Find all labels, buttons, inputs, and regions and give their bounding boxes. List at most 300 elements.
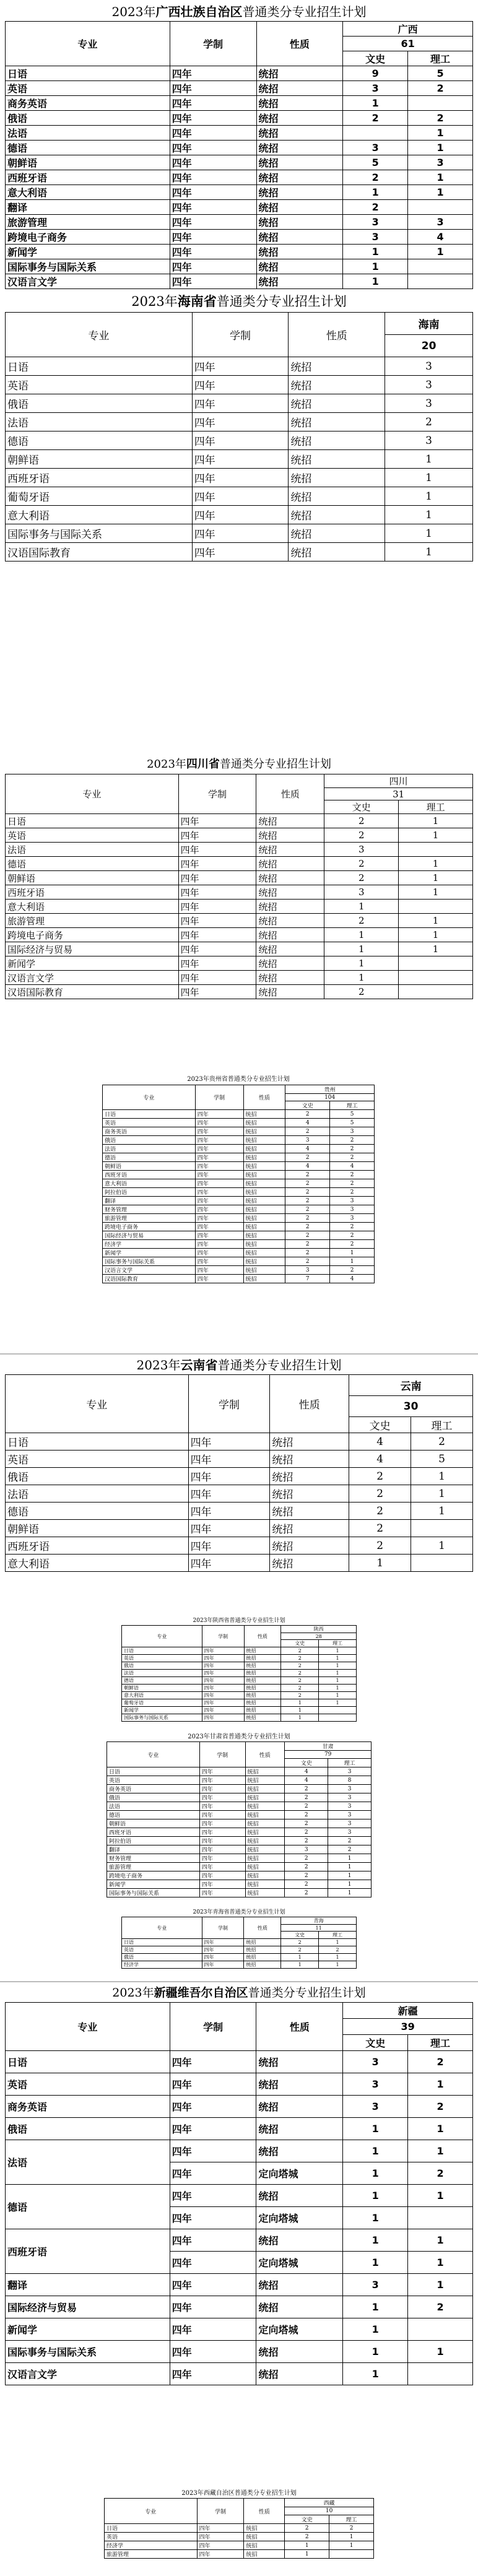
science-quota-cell: 1 bbox=[408, 2140, 473, 2162]
duration-cell: 四年 bbox=[170, 2252, 256, 2274]
header-science: 理工 bbox=[411, 1417, 473, 1433]
table-row bbox=[107, 1802, 372, 1811]
liberal-arts-quota-cell: 3 bbox=[343, 2051, 408, 2073]
nature-cell: 统招 bbox=[243, 1249, 285, 1257]
liberal-arts-quota-cell: 4 bbox=[285, 1162, 330, 1171]
science-quota-cell: 3 bbox=[328, 1811, 372, 1819]
xinjiang-table bbox=[5, 2002, 473, 2385]
liberal-arts-quota-cell: 3 bbox=[343, 2073, 408, 2096]
science-quota-cell: 5 bbox=[408, 66, 473, 81]
nature-cell: 统招 bbox=[244, 1647, 281, 1655]
science-quota-cell: 1 bbox=[411, 1485, 473, 1503]
duration-cell: 四年 bbox=[188, 1451, 270, 1468]
duration-cell: 四年 bbox=[199, 1785, 245, 1793]
liberal-arts-quota-cell: 2 bbox=[281, 1685, 319, 1692]
duration-cell: 四年 bbox=[195, 1136, 243, 1145]
header-region: 甘肃 bbox=[285, 1742, 372, 1751]
liberal-arts-quota-cell: 2 bbox=[285, 1889, 328, 1897]
science-quota-cell bbox=[408, 2318, 473, 2341]
duration-cell: 四年 bbox=[202, 1692, 244, 1699]
nature-cell: 统招 bbox=[245, 1828, 285, 1837]
duration-cell: 四年 bbox=[202, 1714, 244, 1722]
major-cell: 汉语国际教育 bbox=[103, 1275, 196, 1283]
table-row bbox=[6, 259, 473, 274]
science-quota-cell: 1 bbox=[330, 1249, 375, 1257]
header-duration: 学制 bbox=[199, 1742, 245, 1767]
nature-cell: 统招 bbox=[256, 111, 343, 126]
duration-cell: 四年 bbox=[195, 1171, 243, 1179]
liberal-arts-quota-cell: 1 bbox=[343, 2162, 408, 2185]
duration-cell: 四年 bbox=[199, 1776, 245, 1785]
duration-cell: 四年 bbox=[199, 1880, 245, 1889]
duration-cell: 四年 bbox=[170, 2341, 256, 2363]
table-row bbox=[6, 1468, 473, 1485]
table-row bbox=[6, 155, 473, 170]
major-cell: 法语 bbox=[6, 843, 179, 857]
duration-cell: 四年 bbox=[188, 1520, 270, 1537]
major-cell: 意大利语 bbox=[6, 1555, 189, 1572]
science-quota-cell: 3 bbox=[328, 1793, 372, 1802]
nature-cell: 统招 bbox=[243, 1240, 285, 1249]
duration-cell: 四年 bbox=[202, 1707, 244, 1714]
header-region: 青海 bbox=[281, 1917, 357, 1925]
nature-cell: 统招 bbox=[244, 1946, 281, 1954]
major-cell: 日语 bbox=[122, 1939, 202, 1946]
major-cell: 俄语 bbox=[103, 1136, 196, 1145]
nature-cell: 统招 bbox=[243, 1197, 285, 1205]
major-cell: 跨境电子商务 bbox=[103, 1223, 196, 1231]
major-cell: 新闻学 bbox=[6, 2318, 170, 2341]
major-cell: 英语 bbox=[105, 2533, 198, 2541]
header-total: 20 bbox=[385, 335, 473, 357]
table-row bbox=[122, 1946, 357, 1954]
major-cell: 朝鲜语 bbox=[6, 155, 170, 170]
header-science: 理工 bbox=[408, 51, 473, 66]
major-cell: 法语 bbox=[6, 2140, 170, 2185]
duration-cell: 四年 bbox=[178, 971, 256, 985]
nature-cell: 统招 bbox=[244, 1655, 281, 1662]
nature-cell: 统招 bbox=[256, 2140, 343, 2162]
liberal-arts-quota-cell: 2 bbox=[349, 1468, 411, 1485]
nature-cell: 统招 bbox=[256, 2073, 343, 2096]
header-liberal-arts: 文史 bbox=[349, 1417, 411, 1433]
major-cell: 翻译 bbox=[103, 1197, 196, 1205]
liberal-arts-quota-cell: 9 bbox=[343, 66, 408, 81]
duration-cell: 四年 bbox=[188, 1537, 270, 1555]
header-science: 理工 bbox=[328, 1759, 372, 1767]
nature-cell: 统招 bbox=[256, 200, 343, 215]
science-quota-cell: 1 bbox=[408, 2118, 473, 2140]
duration-cell: 四年 bbox=[188, 1485, 270, 1503]
table-row bbox=[6, 843, 473, 857]
nature-cell: 统招 bbox=[244, 1662, 281, 1670]
science-quota-cell bbox=[408, 274, 473, 289]
major-cell: 英语 bbox=[122, 1655, 202, 1662]
major-cell: 国际经济与贸易 bbox=[103, 1231, 196, 1240]
nature-cell: 统招 bbox=[289, 413, 385, 432]
nature-cell: 统招 bbox=[243, 1275, 285, 1283]
table-row bbox=[105, 2533, 374, 2541]
header-liberal-arts: 文史 bbox=[281, 1640, 319, 1647]
guangxi-title: 2023年广西壮族自治区普通类分专业招生计划 bbox=[111, 4, 367, 19]
liberal-arts-quota-cell: 1 bbox=[285, 2541, 329, 2550]
quota-cell: 1 bbox=[385, 450, 473, 469]
table-row bbox=[103, 1231, 375, 1240]
nature-cell: 统招 bbox=[256, 2363, 343, 2385]
liberal-arts-quota-cell: 2 bbox=[324, 814, 399, 828]
duration-cell: 四年 bbox=[170, 200, 256, 215]
quota-cell: 3 bbox=[385, 357, 473, 376]
header-region: 云南 bbox=[349, 1375, 473, 1396]
duration-cell: 四年 bbox=[202, 1662, 244, 1670]
liberal-arts-quota-cell: 2 bbox=[281, 1946, 319, 1954]
major-cell: 法语 bbox=[6, 1485, 189, 1503]
liberal-arts-quota-cell: 2 bbox=[285, 1179, 330, 1188]
science-quota-cell: 1 bbox=[319, 1954, 357, 1961]
science-quota-cell bbox=[399, 985, 473, 999]
table-row bbox=[103, 1275, 375, 1283]
liberal-arts-quota-cell: 1 bbox=[349, 1555, 411, 1572]
table-row bbox=[6, 413, 473, 432]
quota-cell: 1 bbox=[385, 487, 473, 506]
major-cell: 日语 bbox=[122, 1647, 202, 1655]
liberal-arts-quota-cell: 1 bbox=[343, 2296, 408, 2318]
liberal-arts-quota-cell: 1 bbox=[343, 2318, 408, 2341]
science-quota-cell: 2 bbox=[330, 1179, 375, 1188]
science-quota-cell: 2 bbox=[330, 1171, 375, 1179]
duration-cell: 四年 bbox=[199, 1819, 245, 1828]
science-quota-cell: 1 bbox=[399, 942, 473, 956]
science-quota-cell: 1 bbox=[330, 1257, 375, 1266]
major-cell: 德语 bbox=[107, 1811, 200, 1819]
liberal-arts-quota-cell: 4 bbox=[285, 1145, 330, 1153]
major-cell: 英语 bbox=[6, 828, 179, 843]
quota-cell: 3 bbox=[385, 394, 473, 413]
liberal-arts-quota-cell: 3 bbox=[285, 1266, 330, 1275]
liberal-arts-quota-cell: 2 bbox=[343, 170, 408, 185]
science-quota-cell: 3 bbox=[330, 1127, 375, 1136]
hainan-section bbox=[5, 291, 473, 562]
table-row bbox=[103, 1266, 375, 1275]
table-row bbox=[122, 1685, 357, 1692]
science-quota-cell: 2 bbox=[408, 2296, 473, 2318]
header-total: 31 bbox=[324, 788, 473, 800]
table-row bbox=[103, 1119, 375, 1127]
major-cell: 日语 bbox=[6, 814, 179, 828]
duration-cell: 四年 bbox=[195, 1205, 243, 1214]
table-row bbox=[6, 2274, 473, 2296]
table-row bbox=[107, 1863, 372, 1871]
liberal-arts-quota-cell: 2 bbox=[285, 1110, 330, 1119]
science-quota-cell: 2 bbox=[329, 2524, 374, 2533]
duration-cell: 四年 bbox=[195, 1127, 243, 1136]
science-quota-cell: 2 bbox=[408, 2096, 473, 2118]
header-science: 理工 bbox=[399, 800, 473, 814]
liberal-arts-quota-cell bbox=[343, 126, 408, 141]
major-cell: 法语 bbox=[107, 1802, 200, 1811]
duration-cell: 四年 bbox=[178, 857, 256, 871]
science-quota-cell: 1 bbox=[408, 2073, 473, 2096]
liberal-arts-quota-cell: 3 bbox=[343, 230, 408, 245]
table-row bbox=[6, 2185, 473, 2207]
nature-cell: 统招 bbox=[256, 914, 324, 928]
liberal-arts-quota-cell: 4 bbox=[285, 1776, 328, 1785]
table-row bbox=[122, 1699, 357, 1707]
liberal-arts-quota-cell: 2 bbox=[285, 1811, 328, 1819]
header-liberal-arts: 文史 bbox=[285, 2515, 329, 2524]
duration-cell: 四年 bbox=[170, 259, 256, 274]
major-cell: 旅游管理 bbox=[6, 215, 170, 230]
nature-cell: 统招 bbox=[256, 2341, 343, 2363]
table-row bbox=[6, 200, 473, 215]
liberal-arts-quota-cell: 1 bbox=[343, 2363, 408, 2385]
major-cell: 朝鲜语 bbox=[6, 450, 193, 469]
table-row bbox=[6, 1503, 473, 1520]
major-cell: 国际事务与国际关系 bbox=[122, 1714, 202, 1722]
header-major: 专业 bbox=[122, 1626, 202, 1647]
header-nature: 性质 bbox=[256, 22, 343, 66]
nature-cell: 统招 bbox=[243, 1266, 285, 1275]
table-row bbox=[103, 1214, 375, 1223]
liberal-arts-quota-cell: 1 bbox=[285, 2550, 329, 2559]
liberal-arts-quota-cell: 2 bbox=[285, 1793, 328, 1802]
duration-cell: 四年 bbox=[192, 543, 289, 562]
duration-cell: 四年 bbox=[195, 1214, 243, 1223]
duration-cell: 四年 bbox=[192, 450, 289, 469]
table-row bbox=[103, 1249, 375, 1257]
duration-cell: 四年 bbox=[195, 1275, 243, 1283]
major-cell: 跨境电子商务 bbox=[6, 230, 170, 245]
table-row bbox=[6, 900, 473, 914]
nature-cell: 统招 bbox=[243, 1171, 285, 1179]
divider bbox=[0, 1353, 478, 1355]
duration-cell: 四年 bbox=[170, 2229, 256, 2252]
science-quota-cell: 2 bbox=[330, 1153, 375, 1162]
duration-cell: 四年 bbox=[170, 2185, 256, 2207]
duration-cell: 四年 bbox=[178, 828, 256, 843]
major-cell: 德语 bbox=[6, 2185, 170, 2229]
duration-cell: 四年 bbox=[199, 1767, 245, 1776]
science-quota-cell: 2 bbox=[330, 1266, 375, 1275]
major-cell: 日语 bbox=[6, 1433, 189, 1451]
xizang-table bbox=[104, 2498, 374, 2559]
nature-cell: 统招 bbox=[245, 1889, 285, 1897]
science-quota-cell: 2 bbox=[330, 1240, 375, 1249]
nature-cell: 统招 bbox=[289, 394, 385, 413]
header-major: 专业 bbox=[122, 1917, 202, 1939]
science-quota-cell: 1 bbox=[328, 1889, 372, 1897]
major-cell: 新闻学 bbox=[6, 956, 179, 971]
table-row bbox=[122, 1714, 357, 1722]
nature-cell: 统招 bbox=[244, 1714, 281, 1722]
table-row bbox=[107, 1819, 372, 1828]
table-row bbox=[122, 1662, 357, 1670]
nature-cell: 统招 bbox=[244, 2533, 285, 2541]
major-cell: 英语 bbox=[6, 1451, 189, 1468]
nature-cell: 统招 bbox=[256, 126, 343, 141]
duration-cell: 四年 bbox=[170, 215, 256, 230]
nature-cell: 统招 bbox=[256, 81, 343, 96]
duration-cell: 四年 bbox=[192, 506, 289, 524]
liberal-arts-quota-cell: 2 bbox=[281, 1670, 319, 1677]
science-quota-cell: 1 bbox=[411, 1468, 473, 1485]
gansu-section bbox=[106, 1732, 372, 1897]
liberal-arts-quota-cell: 2 bbox=[324, 828, 399, 843]
duration-cell: 四年 bbox=[199, 1811, 245, 1819]
table-row bbox=[105, 2524, 374, 2533]
liberal-arts-quota-cell: 1 bbox=[324, 942, 399, 956]
liberal-arts-quota-cell: 1 bbox=[343, 2140, 408, 2162]
science-quota-cell: 3 bbox=[328, 1828, 372, 1837]
header-science: 理工 bbox=[319, 1932, 357, 1939]
table-row bbox=[6, 487, 473, 506]
duration-cell: 四年 bbox=[170, 2274, 256, 2296]
quota-cell: 1 bbox=[385, 506, 473, 524]
nature-cell: 统招 bbox=[244, 1954, 281, 1961]
science-quota-cell bbox=[408, 259, 473, 274]
major-cell: 葡萄牙语 bbox=[122, 1699, 202, 1707]
liberal-arts-quota-cell: 2 bbox=[343, 200, 408, 215]
duration-cell: 四年 bbox=[199, 1802, 245, 1811]
duration-cell: 四年 bbox=[170, 2207, 256, 2229]
shaanxi-title: 2023年陕西省普通类分专业招生计划 bbox=[193, 1618, 285, 1624]
header-region: 陕西 bbox=[281, 1626, 357, 1633]
duration-cell: 四年 bbox=[188, 1503, 270, 1520]
nature-cell: 统招 bbox=[256, 942, 324, 956]
science-quota-cell: 2 bbox=[330, 1136, 375, 1145]
liberal-arts-quota-cell: 2 bbox=[285, 1197, 330, 1205]
header-science: 理工 bbox=[330, 1101, 375, 1110]
duration-cell: 四年 bbox=[178, 885, 256, 900]
table-row bbox=[122, 1961, 357, 1969]
header-science: 理工 bbox=[329, 2515, 374, 2524]
table-row bbox=[122, 1707, 357, 1714]
duration-cell: 四年 bbox=[170, 141, 256, 155]
science-quota-cell: 2 bbox=[319, 1946, 357, 1954]
nature-cell: 统招 bbox=[256, 274, 343, 289]
table-row bbox=[122, 1954, 357, 1961]
science-quota-cell bbox=[399, 956, 473, 971]
liberal-arts-quota-cell: 1 bbox=[343, 259, 408, 274]
duration-cell: 四年 bbox=[170, 81, 256, 96]
duration-cell: 四年 bbox=[170, 2296, 256, 2318]
yunnan-table bbox=[5, 1374, 473, 1572]
major-cell: 英语 bbox=[107, 1776, 200, 1785]
nature-cell: 统招 bbox=[256, 2096, 343, 2118]
sichuan-table bbox=[5, 774, 473, 999]
nature-cell: 统招 bbox=[245, 1767, 285, 1776]
liberal-arts-quota-cell: 2 bbox=[281, 1677, 319, 1685]
major-cell: 朝鲜语 bbox=[103, 1162, 196, 1171]
science-quota-cell: 1 bbox=[328, 1880, 372, 1889]
duration-cell: 四年 bbox=[199, 1837, 245, 1845]
liberal-arts-quota-cell: 2 bbox=[285, 2533, 329, 2541]
major-cell: 西班牙语 bbox=[6, 1537, 189, 1555]
nature-cell: 统招 bbox=[289, 506, 385, 524]
nature-cell: 统招 bbox=[270, 1485, 349, 1503]
science-quota-cell bbox=[399, 900, 473, 914]
nature-cell: 统招 bbox=[256, 2229, 343, 2252]
liberal-arts-quota-cell: 2 bbox=[281, 1655, 319, 1662]
xinjiang-section bbox=[5, 1984, 473, 2385]
nature-cell: 统招 bbox=[243, 1179, 285, 1188]
major-cell: 旅游管理 bbox=[103, 1214, 196, 1223]
nature-cell: 统招 bbox=[245, 1863, 285, 1871]
nature-cell: 统招 bbox=[256, 814, 324, 828]
nature-cell: 统招 bbox=[256, 928, 324, 942]
science-quota-cell: 1 bbox=[319, 1692, 357, 1699]
nature-cell: 统招 bbox=[256, 230, 343, 245]
table-row bbox=[122, 1677, 357, 1685]
science-quota-cell: 1 bbox=[319, 1961, 357, 1969]
table-row bbox=[6, 2341, 473, 2363]
duration-cell: 四年 bbox=[195, 1231, 243, 1240]
table-row bbox=[6, 506, 473, 524]
major-cell: 俄语 bbox=[107, 1793, 200, 1802]
major-cell: 西班牙语 bbox=[107, 1828, 200, 1837]
nature-cell: 统招 bbox=[244, 2524, 285, 2533]
header-region: 四川 bbox=[324, 774, 473, 788]
major-cell: 翻译 bbox=[6, 2274, 170, 2296]
science-quota-cell: 2 bbox=[330, 1145, 375, 1153]
liberal-arts-quota-cell: 2 bbox=[285, 1880, 328, 1889]
sichuan-title: 2023年四川省普通类分专业招生计划 bbox=[147, 758, 331, 771]
table-row bbox=[6, 1451, 473, 1468]
science-quota-cell: 1 bbox=[329, 2533, 374, 2541]
duration-cell: 四年 bbox=[195, 1240, 243, 1249]
science-quota-cell: 3 bbox=[330, 1197, 375, 1205]
nature-cell: 统招 bbox=[245, 1785, 285, 1793]
duration-cell: 四年 bbox=[195, 1119, 243, 1127]
major-cell: 日语 bbox=[107, 1767, 200, 1776]
quota-cell: 3 bbox=[385, 376, 473, 394]
nature-cell: 统招 bbox=[243, 1188, 285, 1197]
header-liberal-arts: 文史 bbox=[285, 1101, 330, 1110]
science-quota-cell: 1 bbox=[319, 1699, 357, 1707]
liberal-arts-quota-cell: 1 bbox=[343, 2341, 408, 2363]
table-row bbox=[6, 111, 473, 126]
liberal-arts-quota-cell: 1 bbox=[343, 185, 408, 200]
science-quota-cell: 1 bbox=[411, 1503, 473, 1520]
quota-cell: 1 bbox=[385, 524, 473, 543]
liberal-arts-quota-cell: 4 bbox=[349, 1433, 411, 1451]
nature-cell: 统招 bbox=[289, 524, 385, 543]
liberal-arts-quota-cell: 2 bbox=[285, 1863, 328, 1871]
table-row bbox=[6, 885, 473, 900]
duration-cell: 四年 bbox=[170, 2318, 256, 2341]
liberal-arts-quota-cell: 2 bbox=[285, 1153, 330, 1162]
duration-cell: 四年 bbox=[202, 1655, 244, 1662]
science-quota-cell: 1 bbox=[319, 1939, 357, 1946]
table-row bbox=[6, 2051, 473, 2073]
nature-cell: 统招 bbox=[256, 2185, 343, 2207]
major-cell: 西班牙语 bbox=[6, 885, 179, 900]
science-quota-cell: 1 bbox=[399, 914, 473, 928]
liberal-arts-quota-cell: 1 bbox=[343, 2229, 408, 2252]
duration-cell: 四年 bbox=[170, 66, 256, 81]
duration-cell: 四年 bbox=[195, 1197, 243, 1205]
liberal-arts-quota-cell: 2 bbox=[285, 1819, 328, 1828]
header-region: 西藏 bbox=[285, 2499, 374, 2507]
science-quota-cell: 2 bbox=[408, 81, 473, 96]
table-row bbox=[6, 274, 473, 289]
header-nature: 性质 bbox=[270, 1375, 349, 1433]
nature-cell: 统招 bbox=[244, 1670, 281, 1677]
major-cell: 汉语言文学 bbox=[6, 2363, 170, 2385]
nature-cell: 统招 bbox=[256, 985, 324, 999]
table-row bbox=[6, 469, 473, 487]
science-quota-cell: 1 bbox=[408, 2229, 473, 2252]
